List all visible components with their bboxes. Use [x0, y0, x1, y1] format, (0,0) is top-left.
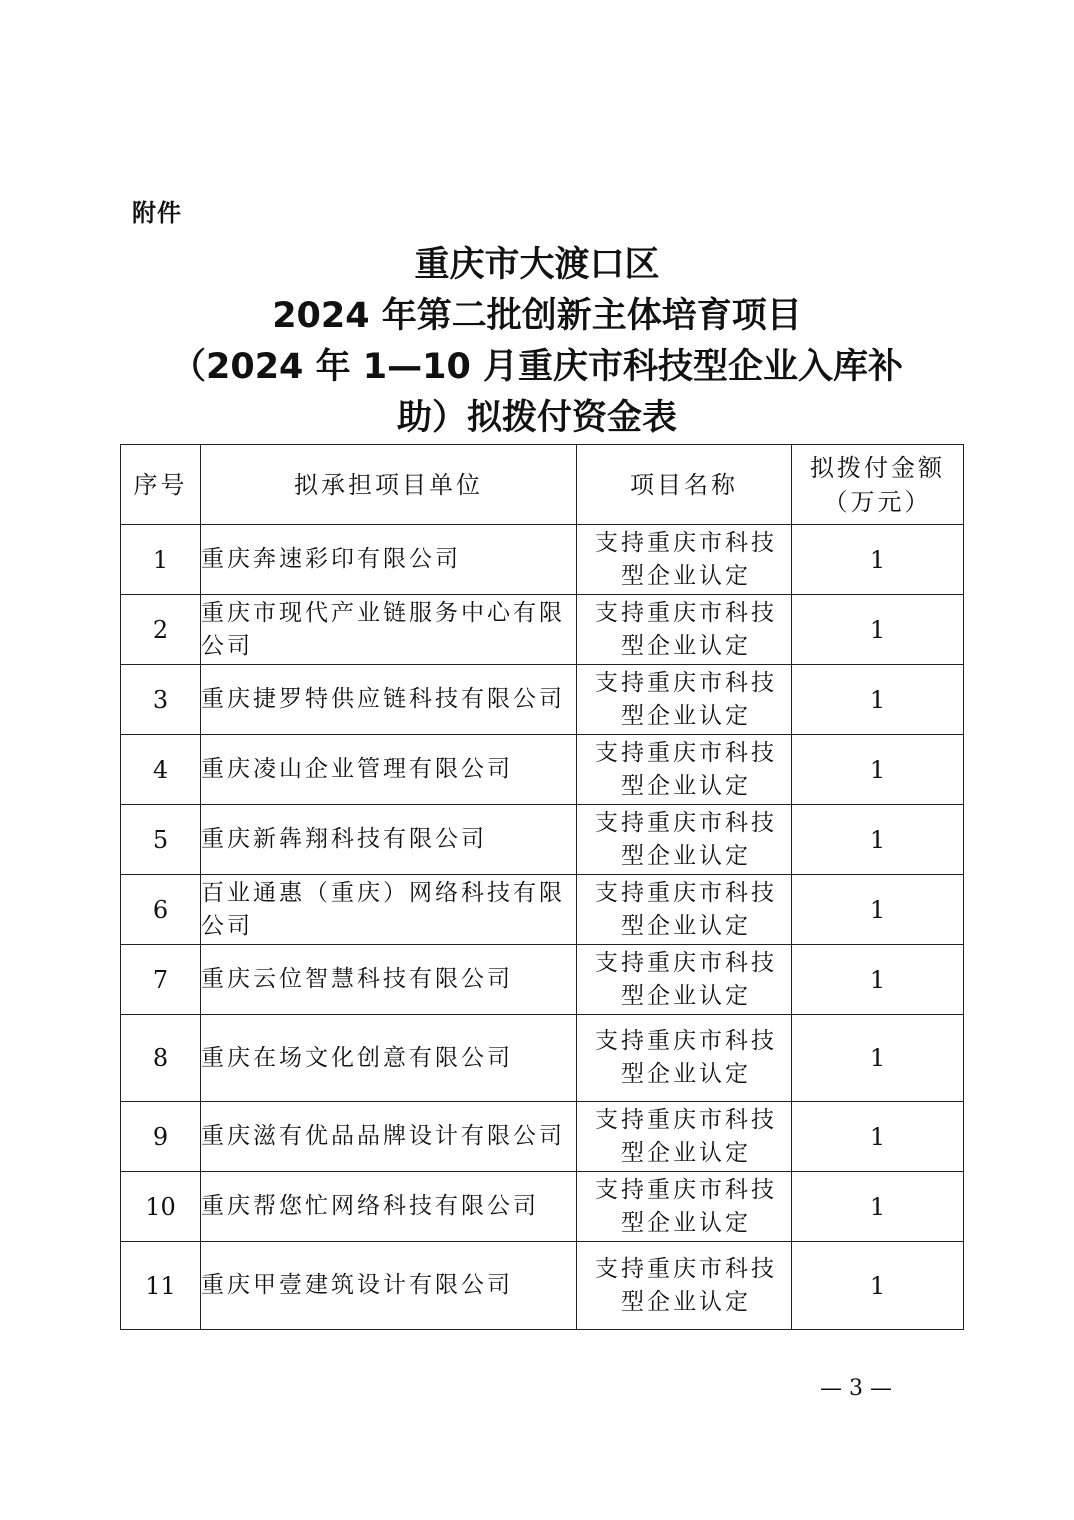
cell-seq: 6	[121, 875, 201, 945]
cell-unit: 重庆帮您忙网络科技有限公司	[201, 1172, 577, 1242]
cell-unit: 百业通惠（重庆）网络科技有限公司	[201, 875, 577, 945]
header-project: 项目名称	[577, 445, 792, 525]
header-amount-line2: （万元）	[823, 487, 932, 516]
cell-project: 支持重庆市科技型企业认定	[577, 595, 792, 665]
cell-unit: 重庆在场文化创意有限公司	[201, 1015, 577, 1102]
title-line: （2024 年 1—10 月重庆市科技型企业入库补	[170, 347, 904, 387]
cell-project: 支持重庆市科技型企业认定	[577, 1015, 792, 1102]
cell-seq: 2	[121, 595, 201, 665]
cell-seq: 7	[121, 945, 201, 1015]
cell-project: 支持重庆市科技型企业认定	[577, 875, 792, 945]
cell-unit: 重庆新犇翔科技有限公司	[201, 805, 577, 875]
cell-project: 支持重庆市科技型企业认定	[577, 945, 792, 1015]
cell-project: 支持重庆市科技型企业认定	[577, 735, 792, 805]
page-number-wrap	[0, 1376, 1074, 1401]
table-row	[121, 1172, 964, 1242]
header-seq: 序号	[121, 445, 201, 525]
cell-project: 支持重庆市科技型企业认定	[577, 1102, 792, 1172]
cell-unit: 重庆甲壹建筑设计有限公司	[201, 1242, 577, 1330]
cell-amount: 1	[792, 525, 964, 595]
title-line: 2024 年第二批创新主体培育项目	[272, 296, 802, 336]
cell-unit: 重庆奔速彩印有限公司	[201, 525, 577, 595]
cell-amount: 1	[792, 1102, 964, 1172]
cell-amount: 1	[792, 1015, 964, 1102]
table-row	[121, 1102, 964, 1172]
cell-project: 支持重庆市科技型企业认定	[577, 665, 792, 735]
cell-seq: 9	[121, 1102, 201, 1172]
cell-unit: 重庆市现代产业链服务中心有限公司	[201, 595, 577, 665]
cell-project: 支持重庆市科技型企业认定	[577, 805, 792, 875]
table-row	[121, 945, 964, 1015]
funding-table	[120, 444, 964, 1330]
cell-seq: 11	[121, 1242, 201, 1330]
table-row	[121, 665, 964, 735]
cell-amount: 1	[792, 1242, 964, 1330]
header-unit: 拟承担项目单位	[201, 445, 577, 525]
cell-project: 支持重庆市科技型企业认定	[577, 1172, 792, 1242]
cell-amount: 1	[792, 665, 964, 735]
cell-amount: 1	[792, 1172, 964, 1242]
cell-seq: 5	[121, 805, 201, 875]
table-header-row	[121, 445, 964, 525]
header-amount	[792, 445, 964, 525]
title-line: 重庆市大渡口区	[414, 245, 660, 285]
table-row	[121, 1242, 964, 1330]
cell-unit: 重庆滋有优品品牌设计有限公司	[201, 1102, 577, 1172]
table-row	[121, 1015, 964, 1102]
cell-amount: 1	[792, 595, 964, 665]
attachment-label: 附件	[132, 199, 182, 227]
document-title	[0, 240, 1074, 444]
table-row	[121, 595, 964, 665]
table-row	[121, 875, 964, 945]
table-row	[121, 805, 964, 875]
cell-seq: 10	[121, 1172, 201, 1242]
cell-amount: 1	[792, 945, 964, 1015]
cell-amount: 1	[792, 875, 964, 945]
header-amount-line1: 拟拨付金额	[810, 453, 945, 482]
cell-unit: 重庆凌山企业管理有限公司	[201, 735, 577, 805]
cell-seq: 4	[121, 735, 201, 805]
cell-unit: 重庆云位智慧科技有限公司	[201, 945, 577, 1015]
title-line: 助）拟拨付资金表	[396, 398, 677, 438]
cell-amount: 1	[792, 735, 964, 805]
page-number: — 3 —	[820, 1376, 892, 1401]
cell-seq: 1	[121, 525, 201, 595]
cell-amount: 1	[792, 805, 964, 875]
cell-seq: 3	[121, 665, 201, 735]
table-row	[121, 525, 964, 595]
cell-seq: 8	[121, 1015, 201, 1102]
cell-project: 支持重庆市科技型企业认定	[577, 1242, 792, 1330]
cell-project: 支持重庆市科技型企业认定	[577, 525, 792, 595]
cell-unit: 重庆捷罗特供应链科技有限公司	[201, 665, 577, 735]
table-row	[121, 735, 964, 805]
